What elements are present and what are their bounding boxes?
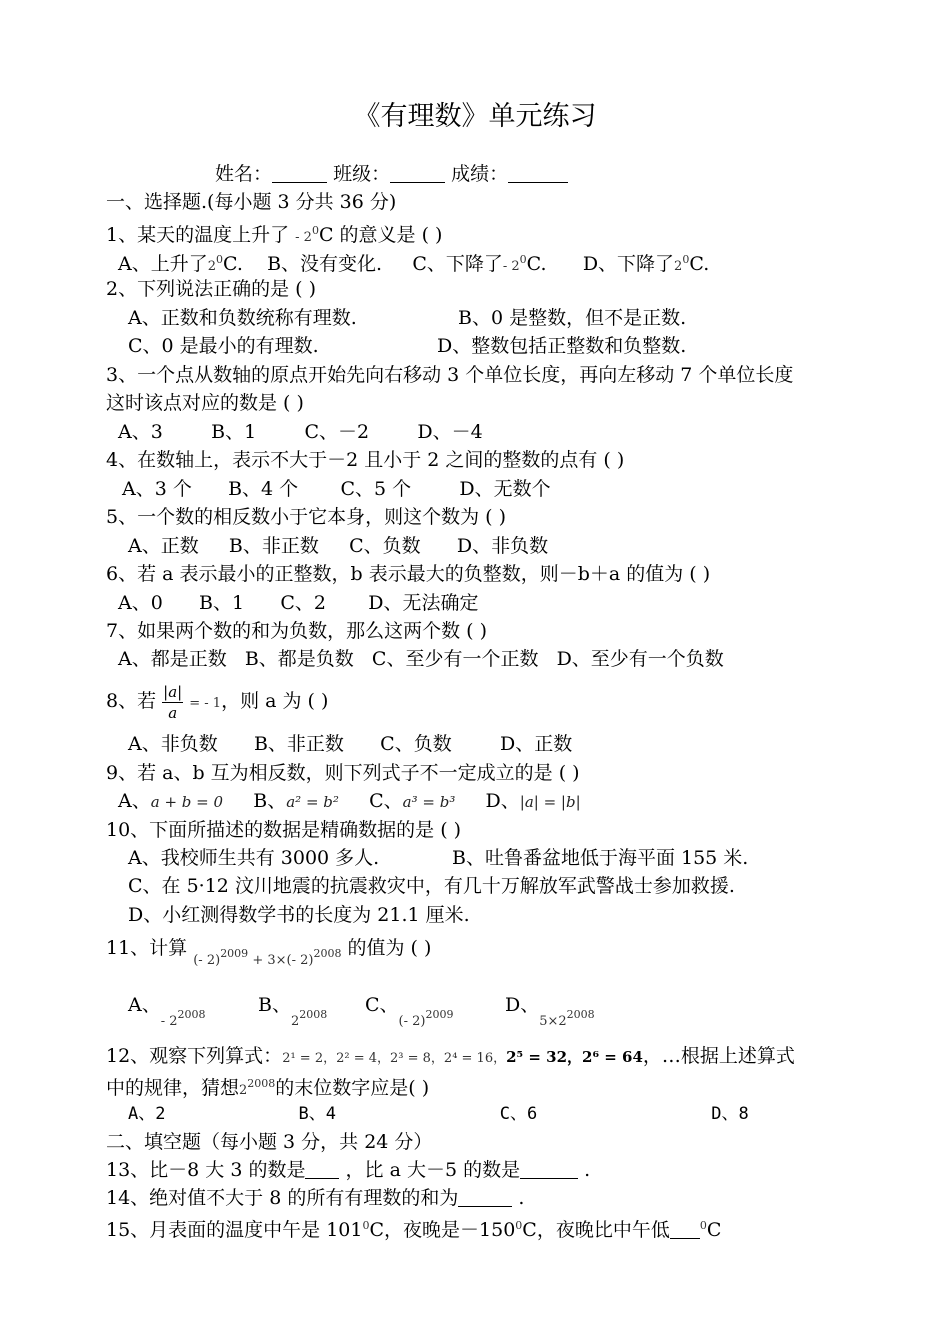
q13-blank-1[interactable] xyxy=(305,1158,339,1179)
q3-stem-line2: 这时该点对应的数是 ( ) xyxy=(106,392,304,414)
q1-opt-d[interactable]: D、下降了 xyxy=(582,253,675,275)
q5-stem: 5、一个数的相反数小于它本身，则这个数为 ( ) xyxy=(106,506,506,528)
q1-opt-c[interactable]: C、下降了 xyxy=(412,253,503,275)
section1-heading: 一、选择题.(每小题 3 分共 36 分) xyxy=(106,191,397,213)
q10-opt-a[interactable]: A、我校师生共有 3000 多人. xyxy=(128,847,380,869)
q10-stem: 10、下面所描述的数据是精确数据的是 ( ) xyxy=(106,819,462,841)
q1-opt-a[interactable]: A、上升了 xyxy=(118,253,208,275)
page-title: 《有理数》单元练习 xyxy=(353,101,597,132)
q9-stem: 9、若 a、b 互为相反数，则下列式子不一定成立的是 ( ) xyxy=(106,762,580,784)
q2-opt-c[interactable]: C、0 是最小的有理数. xyxy=(128,335,319,357)
q11-opt-d[interactable]: D、$_{5\times 2^{2008}}$ xyxy=(505,994,595,1029)
q1-stem: 1、某天的温度上升了 - $2^0C$ 的意义是 ( ) xyxy=(106,224,443,246)
score-blank[interactable] xyxy=(508,162,568,183)
name-blank[interactable] xyxy=(272,162,327,183)
name-label: 姓名： xyxy=(215,163,273,185)
q14: 14、绝对值不大于 8 的所有有理数的和为 . xyxy=(106,1187,525,1209)
q1-options: A、上升了$2^0C$. B、没有变化. C、下降了- $2^0C$. D、下降了$2^0C$. xyxy=(118,253,710,275)
q9-options: A、a + b = 0 B、a² = b² C、a³ = b³ D、|a| = |b| xyxy=(118,790,581,812)
q1-stem-text: 1、某天的温度上升了 xyxy=(106,224,290,246)
q13: 13、比－8 大 3 的数是 ，比 a 大－5 的数是 . xyxy=(106,1159,591,1181)
q12-sequence-bold: 2⁵ = 32，2⁶ = 64 xyxy=(506,1048,643,1066)
q15-blank[interactable] xyxy=(670,1218,700,1239)
q1-opt-b[interactable]: B、没有变化. xyxy=(267,253,383,275)
q2-opt-a[interactable]: A、正数和负数统称有理数. xyxy=(128,307,357,329)
q11-opt-a[interactable]: A、$_{- 2^{2008}}$ xyxy=(128,994,206,1029)
q12-stem-text: 12、观察下列算式： xyxy=(106,1045,283,1067)
q4-options[interactable]: A、3 个 B、4 个 C、5 个 D、无数个 xyxy=(122,478,551,500)
q15: 15、月表面的温度中午是 $101^0C$，夜晚是$-150^0C$，夜晚比中午低 $^0$C xyxy=(106,1219,722,1241)
q11-opt-b[interactable]: B、$_{2^{2008}}$ xyxy=(258,994,328,1029)
q10-opt-d[interactable]: D、小红测得数学书的长度为 21.1 厘米. xyxy=(128,904,470,926)
q11-stem-text: 11、计算 xyxy=(106,937,188,959)
score-label: 成绩： xyxy=(451,163,509,185)
q8-stem xyxy=(106,679,328,726)
q11-stem-tail: 的值为 ( ) xyxy=(347,937,432,959)
q1-unit: C xyxy=(318,224,334,246)
class-label: 班级： xyxy=(333,163,391,185)
q13-blank-2[interactable] xyxy=(520,1158,578,1179)
q8-stem-text: 8、若 xyxy=(106,690,157,712)
q7-options[interactable]: A、都是正数 B、都是负数 C、至少有一个正数 D、至少有一个负数 xyxy=(118,648,724,670)
q12-stem-line2: 中的规律，猜想$2^{2008}$的末位数字应是( ) xyxy=(106,1077,430,1099)
q7-stem: 7、如果两个数的和为负数，那么这两个数 ( ) xyxy=(106,620,487,642)
q3-stem-line1: 3、一个点从数轴的原点开始先向右移动 3 个单位长度，再向左移动 7 个单位长度 xyxy=(106,364,794,386)
q10-opt-c[interactable]: C、在 5·12 汶川地震的抗震救灾中，有几十万解放军武警战士参加救援. xyxy=(128,875,735,897)
student-info-line xyxy=(215,162,568,186)
q8-fraction: $\frac{|a|}{a}$ xyxy=(163,682,183,722)
q12-stem-line1: 12、观察下列算式：2¹ = 2，2² = 4，2³ = 8，2⁴ = 16，2⁵ = 32，2⁶ = 64，…根据上述算式 xyxy=(106,1045,795,1067)
q1-stem-tail: 的意义是 ( ) xyxy=(339,224,443,246)
q14-blank[interactable] xyxy=(458,1186,512,1207)
q6-options[interactable]: A、0 B、1 C、2 D、无法确定 xyxy=(118,592,479,614)
q2-opt-d[interactable]: D、整数包括正整数和负整数. xyxy=(437,335,687,357)
q8-equation: = - 1 xyxy=(189,696,222,711)
q2-opt-b[interactable]: B、0 是整数，但不是正数. xyxy=(458,307,687,329)
section2-heading: 二、填空题（每小题 3 分，共 24 分） xyxy=(106,1131,433,1153)
q9-opt-b[interactable]: B、 xyxy=(253,790,287,812)
q8-options[interactable]: A、非负数 B、非正数 C、负数 D、正数 xyxy=(128,733,573,755)
q8-stem-tail: ，则 a 为 ( ) xyxy=(221,690,329,712)
q10-opt-b[interactable]: B、吐鲁番盆地低于海平面 155 米. xyxy=(452,847,749,869)
q12-sequence: 2¹ = 2，2² = 4，2³ = 8，2⁴ = 16， xyxy=(282,1051,507,1066)
q11-stem: 11、计算 $_{(- 2)^{2009} + 3\times(- 2)^{2008}}$ 的值为 ( ) xyxy=(106,937,432,968)
q11-opt-c[interactable]: C、$_{(- 2)^{2009}}$ xyxy=(365,994,454,1029)
q1-value: - 2 xyxy=(295,230,312,245)
q3-options[interactable]: A、3 B、1 C、－2 D、－4 xyxy=(118,421,483,443)
q4-stem: 4、在数轴上，表示不大于－2 且小于 2 之间的整数的点有 ( ) xyxy=(106,449,625,471)
q12-options[interactable]: A、2 B、4 C、6 D、8 xyxy=(128,1104,749,1124)
q9-opt-a[interactable]: A、 xyxy=(118,790,151,812)
q6-stem: 6、若 a 表示最小的正整数，b 表示最大的负整数，则－b＋a 的值为 ( ) xyxy=(106,563,711,585)
q5-options[interactable]: A、正数 B、非正数 C、负数 D、非负数 xyxy=(128,535,549,557)
q9-opt-c[interactable]: C、 xyxy=(369,790,403,812)
class-blank[interactable] xyxy=(390,162,445,183)
q9-opt-d[interactable]: D、 xyxy=(485,790,520,812)
q2-stem: 2、下列说法正确的是 ( ) xyxy=(106,278,316,300)
